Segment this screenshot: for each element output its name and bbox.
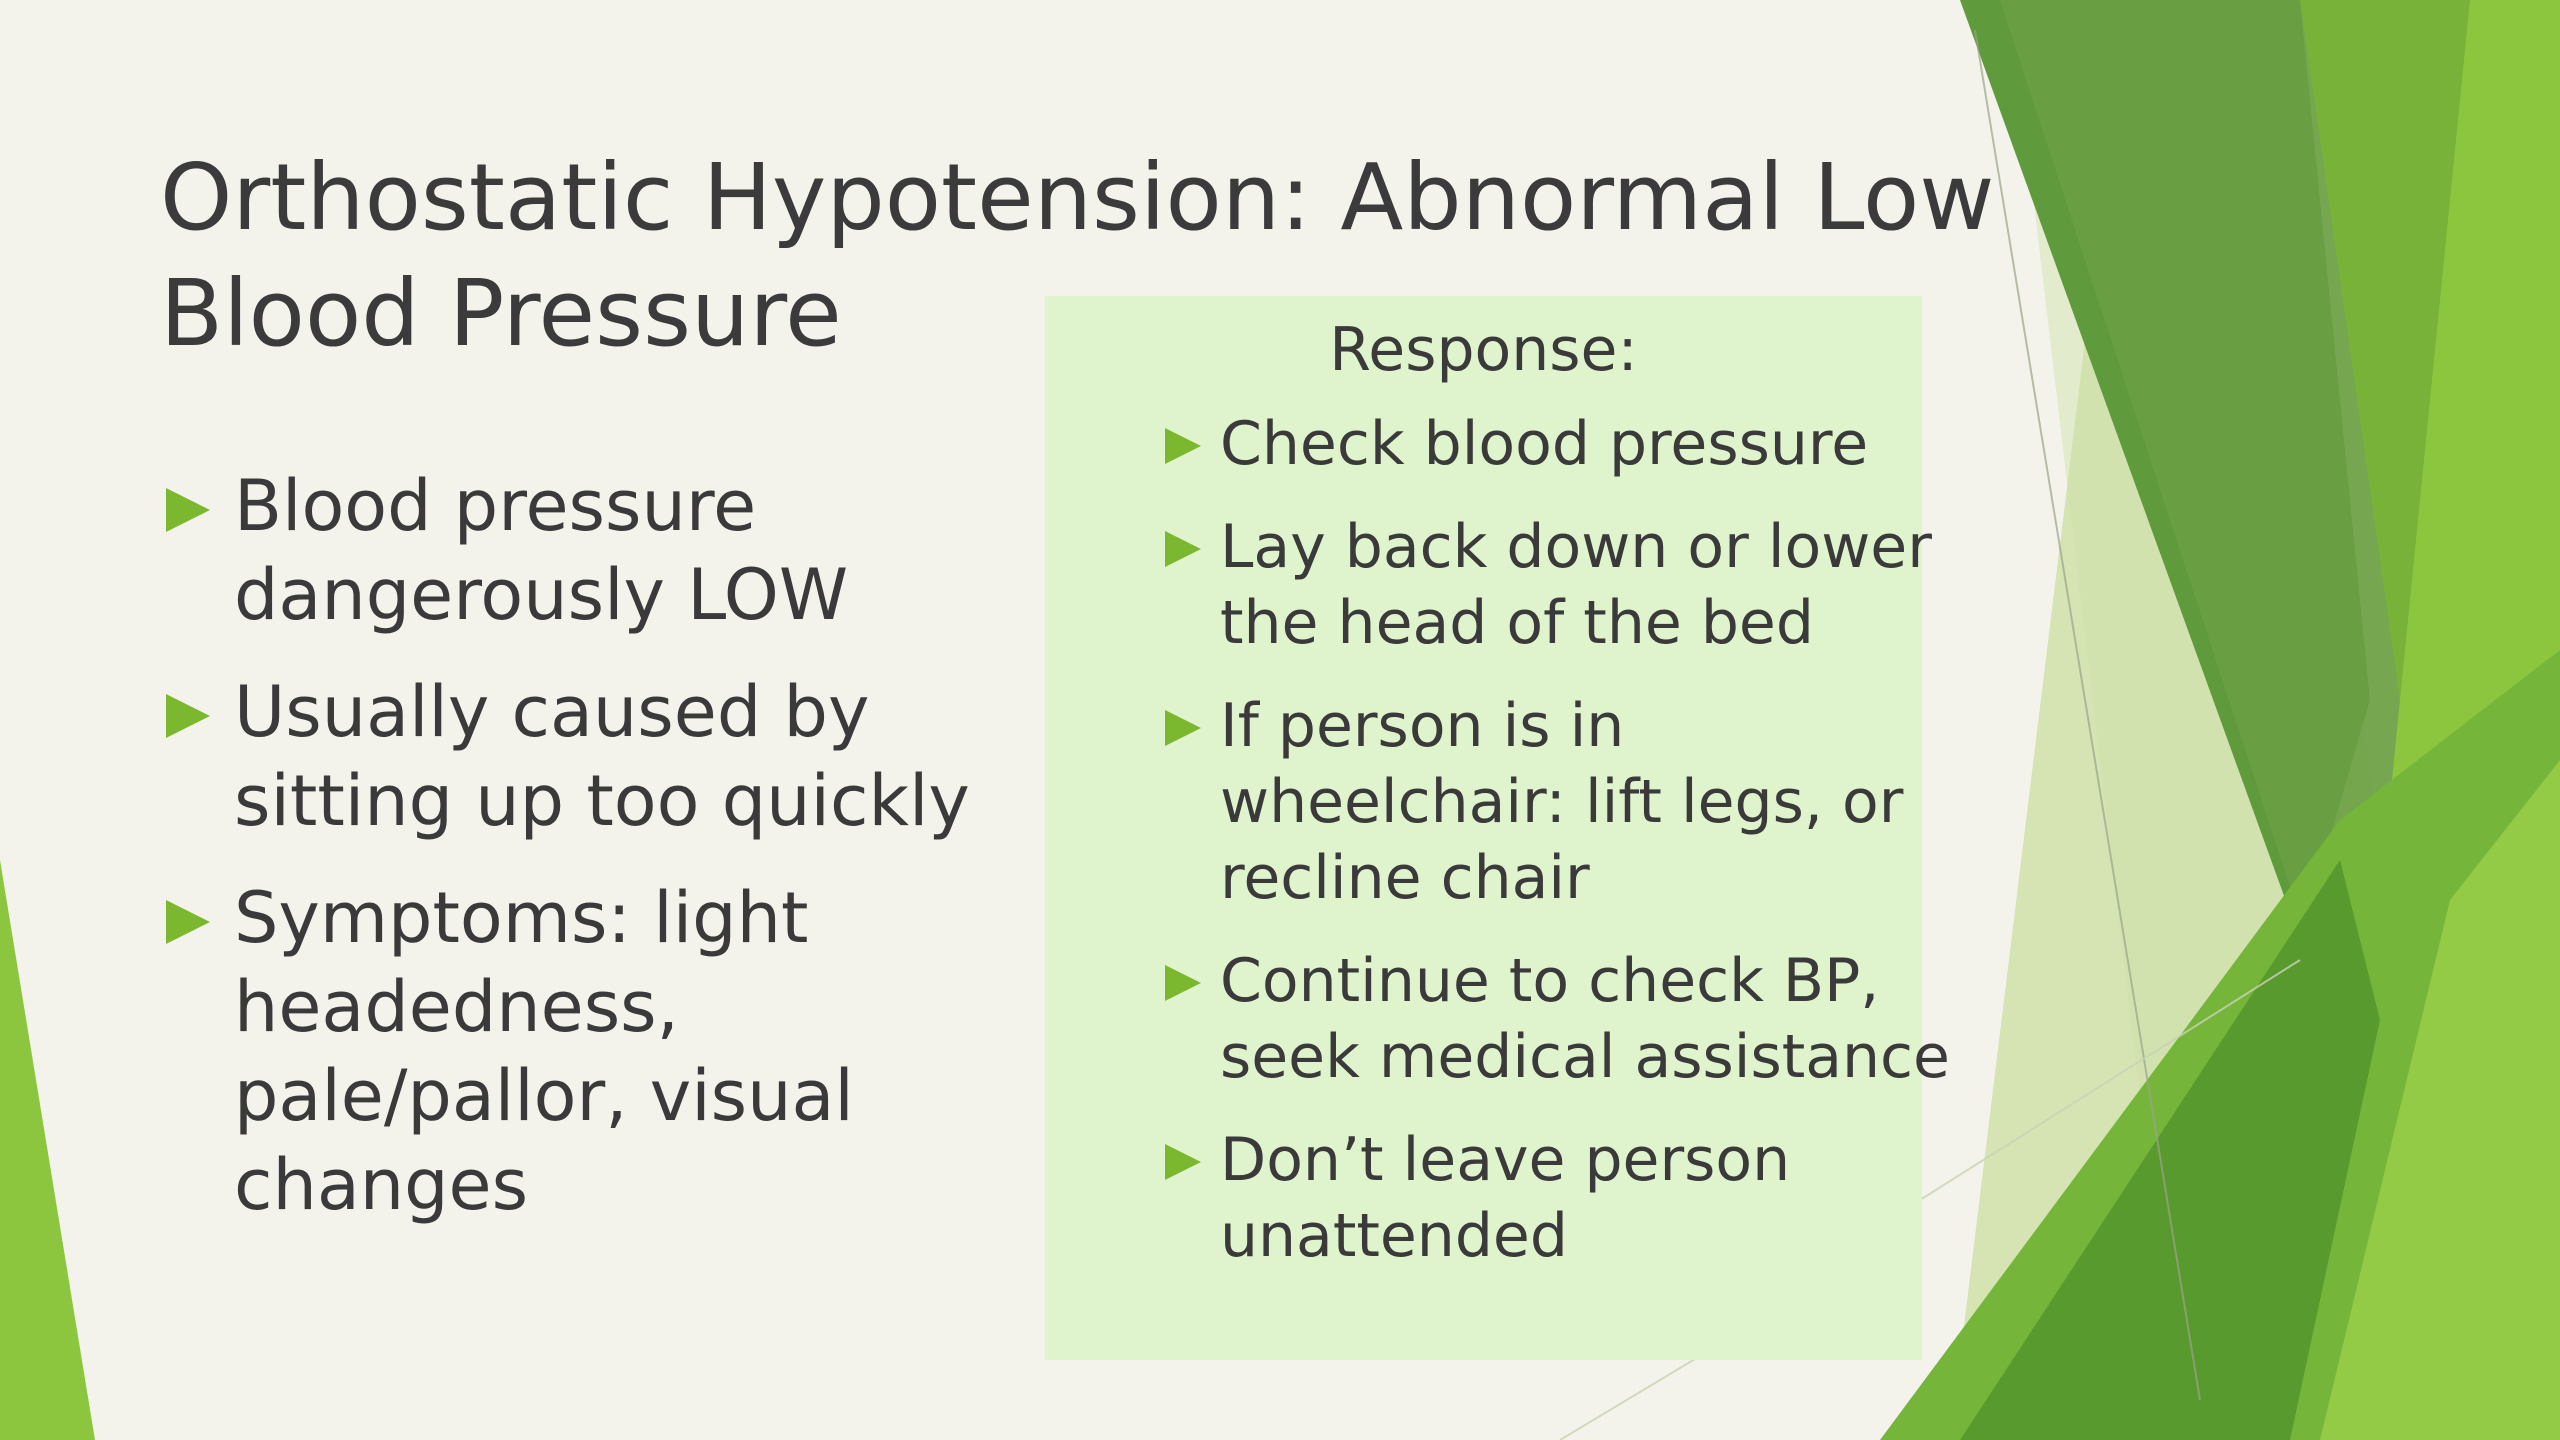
triangle-right-icon bbox=[1165, 1144, 1201, 1180]
triangle-right-icon bbox=[166, 488, 210, 532]
bullet-text-line: headedness, bbox=[234, 966, 679, 1048]
main-bullet-item bbox=[160, 462, 1020, 640]
triangle-right-icon bbox=[1165, 710, 1201, 746]
triangle-right-icon bbox=[166, 694, 210, 738]
response-panel bbox=[1045, 296, 1950, 1360]
bullet-text-line: Continue to check BP, bbox=[1220, 946, 1880, 1016]
response-bullet-item bbox=[1165, 406, 1925, 482]
title-line: Orthostatic Hypotension: Abnormal Low bbox=[160, 144, 1995, 251]
triangle-right-icon bbox=[1165, 531, 1201, 567]
response-bullet-item bbox=[1165, 688, 1925, 916]
bullet-text-line: dangerously LOW bbox=[234, 554, 849, 636]
triangle-right-icon bbox=[1165, 965, 1201, 1001]
response-bullet-item bbox=[1165, 1122, 1925, 1274]
title-line: Blood Pressure bbox=[160, 260, 842, 367]
bullet-text-line: changes bbox=[234, 1144, 529, 1226]
bullet-text-line: Symptoms: light bbox=[234, 877, 809, 959]
bullet-text-line: Lay back down or lower bbox=[1220, 512, 1932, 582]
bullet-text-line: wheelchair: lift legs, or bbox=[1220, 767, 1904, 837]
main-bullet-item bbox=[160, 874, 1020, 1230]
bullet-text-line: Blood pressure bbox=[234, 465, 757, 547]
triangle-right-icon bbox=[166, 900, 210, 944]
response-bullet-item bbox=[1165, 943, 1950, 1095]
response-bullet-list bbox=[1165, 406, 1950, 1301]
bullet-text-line: Don’t leave person bbox=[1220, 1125, 1791, 1195]
bullet-text-line: recline chair bbox=[1220, 843, 1590, 913]
main-bullet-item bbox=[160, 668, 1020, 846]
bullet-text-line: unattended bbox=[1220, 1201, 1568, 1271]
bullet-text-line: sitting up too quickly bbox=[234, 760, 970, 842]
bullet-text-line: seek medical assistance bbox=[1220, 1022, 1950, 1092]
bullet-text-line: pale/pallor, visual bbox=[234, 1055, 854, 1137]
deco-shape-left bbox=[0, 860, 95, 1440]
bullet-text-line: the head of the bed bbox=[1220, 588, 1814, 658]
bullet-text-line: Usually caused by bbox=[234, 671, 870, 753]
response-bullet-item bbox=[1165, 509, 1932, 661]
main-bullet-list bbox=[160, 462, 1020, 1258]
panel-heading: Response: bbox=[1329, 315, 1638, 385]
triangle-right-icon bbox=[1165, 428, 1201, 464]
bullet-text-line: If person is in bbox=[1220, 691, 1625, 761]
bullet-text-line: Check blood pressure bbox=[1220, 409, 1869, 479]
